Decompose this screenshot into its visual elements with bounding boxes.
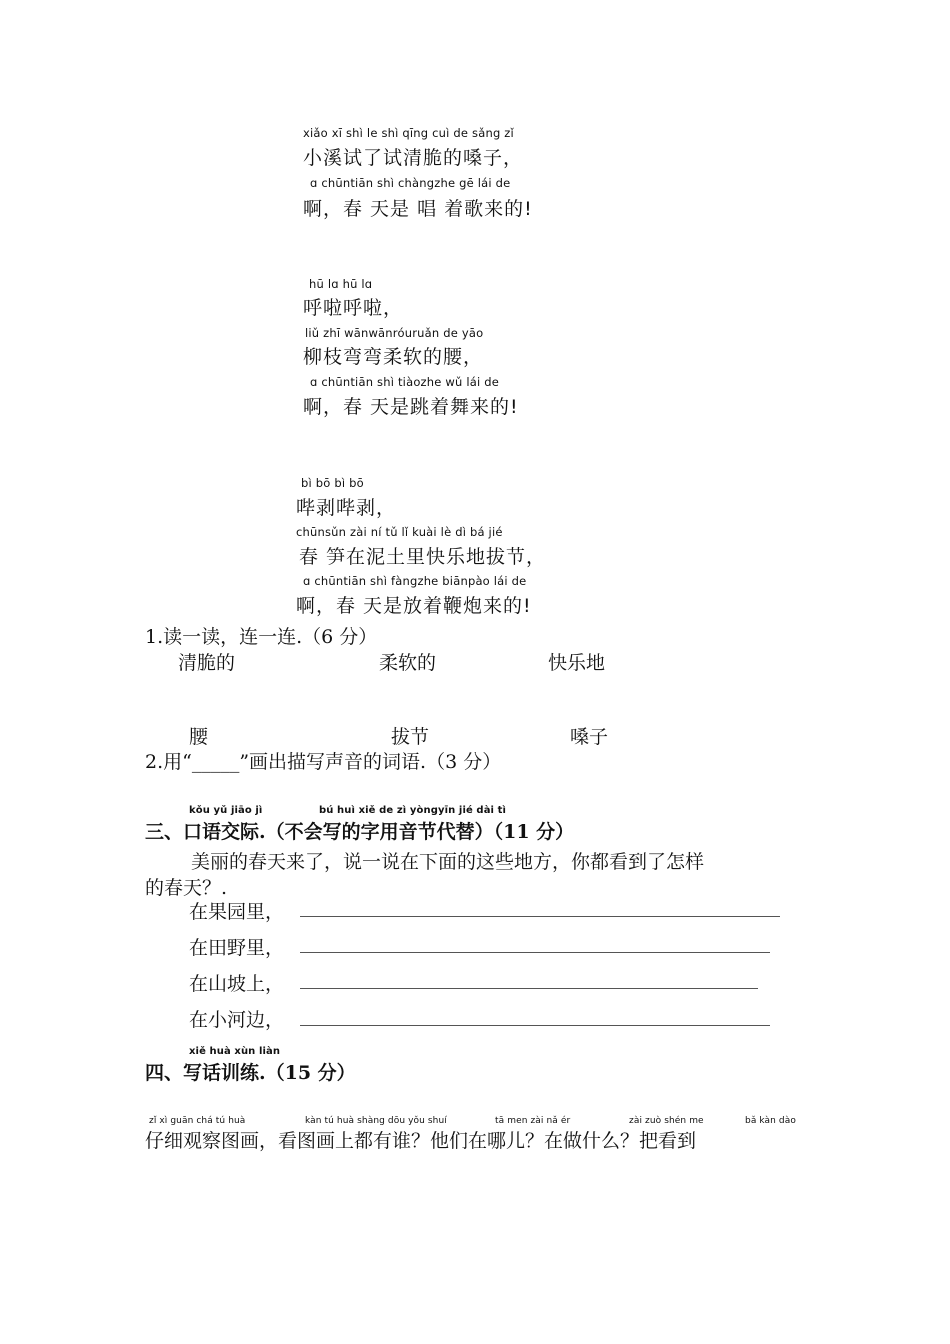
stanza3-line1-pinyin: bì bō bì bō bbox=[301, 476, 364, 490]
match-word-bottom-1: 腰 bbox=[189, 726, 209, 748]
stanza1-line2-pinyin: ɑ chūntiān shì chàngzhe gē lái de bbox=[310, 176, 511, 190]
section4-text-pinyin-e: bǎ kàn dào bbox=[745, 1116, 796, 1126]
answer-line-field[interactable] bbox=[300, 952, 770, 953]
stanza3-line2-text: 春 笋在泥土里快乐地拔节， bbox=[299, 546, 547, 568]
section4-text-pinyin-d: zài zuò shén me bbox=[629, 1116, 704, 1126]
stanza2-line1-pinyin: hū lɑ hū lɑ bbox=[309, 277, 373, 291]
match-word-top-3: 快乐地 bbox=[548, 652, 606, 674]
stanza1-line1-pinyin: xiǎo xī shì le shì qīng cuì de sǎng zǐ bbox=[303, 126, 514, 140]
section3-prompt-line1: 美丽的春天来了，说一说在下面的这些地方，你都看到了怎样 bbox=[191, 851, 705, 873]
answer-line-orchard[interactable] bbox=[300, 916, 780, 917]
section3-pinyin-b: bú huì xiě de zì yòngyīn jié dài tì bbox=[319, 805, 507, 816]
stanza2-line2-text: 柳枝弯弯柔软的腰， bbox=[303, 346, 484, 368]
match-word-top-2: 柔软的 bbox=[379, 652, 437, 674]
question1-title: 1.读一读，连一连.（6 分） bbox=[145, 626, 378, 648]
answer-label-field: 在田野里， bbox=[189, 937, 285, 959]
section4-text-pinyin-a: zǐ xì guān chá tú huà bbox=[149, 1116, 246, 1126]
section4-text-pinyin-c: tā men zài nǎ ér bbox=[495, 1116, 571, 1126]
stanza2-line3-text: 啊，春 天是跳着舞来的! bbox=[303, 396, 519, 418]
answer-label-hillside: 在山坡上， bbox=[189, 973, 285, 995]
section4-text-pinyin-b: kàn tú huà shàng dōu yǒu shuí bbox=[305, 1116, 447, 1126]
match-word-bottom-3: 嗓子 bbox=[570, 726, 609, 748]
answer-label-riverside: 在小河边， bbox=[189, 1009, 285, 1031]
answer-line-riverside[interactable] bbox=[300, 1025, 770, 1026]
match-word-top-1: 清脆的 bbox=[178, 652, 236, 674]
section4-pinyin: xiě huà xùn liàn bbox=[189, 1046, 281, 1057]
section3-prompt-line2: 的春天？. bbox=[145, 877, 228, 899]
section4-title: 四、写话训练.（15 分） bbox=[145, 1062, 356, 1084]
section3-title: 三、口语交际.（不会写的字用音节代替）（11 分） bbox=[145, 821, 575, 843]
stanza2-line3-pinyin: ɑ chūntiān shì tiàozhe wǔ lái de bbox=[310, 375, 500, 389]
stanza2-line2-pinyin: liǔ zhī wānwānróuruǎn de yāo bbox=[305, 326, 484, 340]
answer-label-orchard: 在果园里， bbox=[189, 901, 285, 923]
match-word-bottom-2: 拔节 bbox=[391, 726, 430, 748]
section3-pinyin-a: kǒu yǔ jiāo jì bbox=[189, 805, 263, 816]
section4-text: 仔细观察图画，看图画上都有谁？他们在哪儿？在做什么？把看到 bbox=[145, 1130, 697, 1152]
stanza3-line3-text: 啊，春 天是放着鞭炮来的! bbox=[296, 595, 532, 617]
stanza2-line1-text: 呼啦呼啦， bbox=[303, 297, 404, 319]
stanza3-line2-pinyin: chūnsǔn zài ní tǔ lǐ kuài lè dì bá jié bbox=[296, 525, 503, 539]
answer-line-hillside[interactable] bbox=[300, 988, 758, 989]
question2-title: 2.用“_____”画出描写声音的词语.（3 分） bbox=[145, 751, 502, 773]
stanza3-line1-text: 哔剥哔剥， bbox=[296, 497, 397, 519]
stanza3-line3-pinyin: ɑ chūntiān shì fàngzhe biānpào lái de bbox=[303, 574, 527, 588]
stanza1-line2-text: 啊，春 天是 唱 着歌来的! bbox=[303, 198, 533, 220]
stanza1-line1-text: 小溪试了试清脆的嗓子， bbox=[303, 147, 524, 169]
